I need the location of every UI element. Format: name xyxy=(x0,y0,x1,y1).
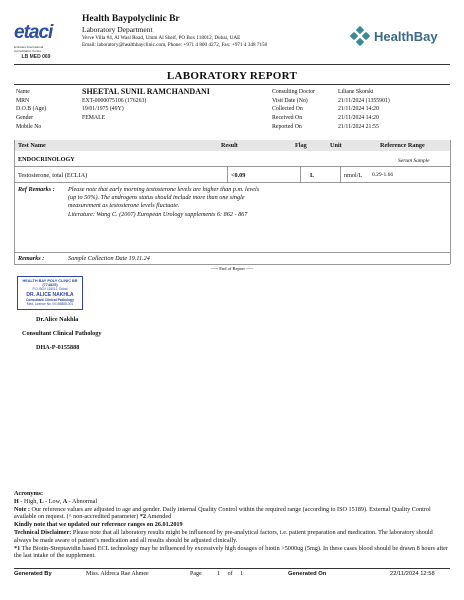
acronym-key: L xyxy=(39,497,44,505)
patient-labels xyxy=(16,88,46,132)
biotin-paragraph xyxy=(14,545,450,561)
disclaimer-text: Please note that all laboratory results might be influenced by pre-analytical factors, i.e. patient preparation and medication. The laboratory should always be made aware of patient’s medication and all results should be adjusted clinically. xyxy=(14,528,433,544)
table-border-right xyxy=(450,140,451,264)
note-end: Amended xyxy=(145,513,172,521)
logo-accreditation-code: LB MED 069 xyxy=(21,54,51,60)
biotin-text: The Biotin-Streptavidin based ECL technology may be influenced by excessively high dosages of biotin >5000ug (5mg). In these cases blood should be drawn 8 hours after the last intake of the supplement. xyxy=(14,544,448,560)
page-word: Page xyxy=(190,571,202,577)
result-value: <0.09 xyxy=(231,172,246,179)
note-star: *2 xyxy=(139,513,146,521)
logo-mark: etaci xyxy=(14,22,53,43)
generated-on-label: Generated On xyxy=(288,571,327,577)
stamp-line-2: P.O. BOX 118012, Dubai xyxy=(32,287,68,291)
stamp-line-1: HEALTH BAY POLY CLINIC BR (774825) xyxy=(22,279,78,287)
col-unit: Unit xyxy=(330,142,342,149)
accreditation-logo xyxy=(14,22,58,60)
acronym-text: - Low, xyxy=(43,497,63,505)
section-heading: ENDOCRINOLOGY xyxy=(18,156,75,163)
end-of-report: ----- End of Report ----- xyxy=(210,266,254,271)
healthbay-logo-text: HealthBay xyxy=(374,28,438,44)
col-flag: Flag xyxy=(295,142,307,149)
reference-update-note: Kindly note that we updated our reference ranges on 26.01.2019 xyxy=(14,521,183,529)
patient-dob: 19/01/1975 (49Y) xyxy=(82,106,124,113)
ref-remark-line: Please note that early morning testosterone levels are higher than p.m. levels xyxy=(68,186,260,193)
biotin-star: *1 xyxy=(14,544,21,552)
col-test-name: Test Name xyxy=(18,142,46,149)
label-dob: D.O.B (Age) xyxy=(16,106,47,113)
label-name: Name xyxy=(16,89,30,95)
consulting-doctor: Liliane Skorski xyxy=(338,89,374,95)
footer-notes xyxy=(14,490,450,560)
acronyms-label: Acronyms: xyxy=(14,490,44,497)
disclaimer-paragraph xyxy=(14,529,450,545)
signatory-name: Dr.Alice Nakhla xyxy=(36,316,79,323)
disclaimer-label: Technical Disclaimer: xyxy=(14,528,72,536)
label-mobile: Mobile No xyxy=(16,123,42,130)
note-text: Our reference values are adjusted to age and gender. Daily internal Quality Control within the required range (according to ISO 15189). External Quality Control available on request. (^ non-accredited parameter) xyxy=(14,505,431,521)
doctor-stamp xyxy=(17,276,83,310)
acronyms-line xyxy=(14,498,450,506)
patient-values xyxy=(82,88,210,132)
acronym-text: - Abnormal xyxy=(67,497,98,505)
label-collected-on: Collected On xyxy=(272,106,303,113)
result-flag: L xyxy=(310,172,315,179)
ref-remark-line: (up to 50%). The androgens status should include more than one single xyxy=(68,194,245,202)
patient-gender: FEMALE xyxy=(82,115,106,122)
sample-type: Serum Sample xyxy=(398,158,430,164)
table-row-divider xyxy=(14,252,450,253)
report-title: LABORATORY REPORT xyxy=(166,70,298,82)
page-indicator xyxy=(190,571,243,577)
result-reference-range: 0.29-1.66 xyxy=(372,172,394,178)
acronym-key: H xyxy=(14,497,19,505)
label-mrn: MRN xyxy=(16,97,30,104)
footer-divider xyxy=(14,568,450,569)
remarks-text: Sample Collection Date 19.11.24 xyxy=(68,255,150,262)
visit-values xyxy=(338,88,390,132)
table-col-divider xyxy=(340,166,341,182)
reported-on: 21/11/2024 21:55 xyxy=(338,123,379,130)
results-table-header xyxy=(14,140,450,151)
generated-by: Miss. Aldreca Rae Ahmee xyxy=(86,571,149,577)
ref-remarks-text xyxy=(68,186,259,219)
title-divider xyxy=(14,84,450,85)
note-label: Note : xyxy=(14,505,30,513)
label-reported-on: Reported On xyxy=(272,123,302,130)
stamp-line-4: Consultant Clinical Pathology xyxy=(25,298,75,302)
result-test-name: Testosterone, total (ECLIA) xyxy=(18,172,88,179)
ref-remark-line: measurement as testosterone levels fluctuate. xyxy=(68,202,180,210)
healthbay-logo xyxy=(350,26,438,46)
acronym-key: A xyxy=(62,497,68,505)
table-border-bottom xyxy=(14,264,450,265)
ref-remark-line: Literature: Wang C. (2007) European Urology supplements 6: 862 - 867 xyxy=(68,210,248,218)
patient-mobile xyxy=(82,123,210,132)
address-line-1: Verve Villa #4, Al Wasl Road, Umm Al Sheif, PO Box 118012, Dubai, UAE xyxy=(82,35,241,41)
logo-accreditation-text: Emirates International Accreditation Centre xyxy=(14,45,44,53)
note-paragraph xyxy=(14,506,450,522)
patient-name: SHEETAL SUNIL RAMCHANDANI xyxy=(82,87,210,96)
generated-on: 22/11/2024 12:58 xyxy=(390,571,435,577)
signatory-title: Consultant Clinical Pathology xyxy=(22,330,102,337)
header-divider xyxy=(14,64,450,65)
page-total: 1 xyxy=(240,571,244,577)
hospital-name: Health Baypolyclinic Br xyxy=(82,14,180,24)
department-name: Laboratory Department xyxy=(82,25,153,34)
generated-by-label: Generated By xyxy=(14,571,52,577)
label-received-on: Received On xyxy=(272,115,303,122)
table-col-divider xyxy=(227,166,228,182)
col-result: Result xyxy=(221,142,238,149)
label-gender: Gender xyxy=(16,115,34,122)
patient-mrn: EXT-0000075106 (176263) xyxy=(82,97,147,104)
received-on: 21/11/2024 14:20 xyxy=(338,115,379,122)
signatory-license: DHA-P-0155888 xyxy=(36,344,80,351)
ref-remarks-label: Ref Remarks : xyxy=(18,186,55,193)
page-of: of xyxy=(227,571,233,577)
acronym-text: - High, xyxy=(18,497,40,505)
label-consulting-doctor: Consulting Doctor xyxy=(272,89,315,95)
page-number: 1 xyxy=(217,571,221,577)
table-row-divider xyxy=(14,182,450,183)
hospital-header xyxy=(82,14,267,49)
address-line-2: Email: laboratory@healthbayclinic.com, Phone: +971 4 800 4272, Fax: +971 4 348 7150 xyxy=(82,42,268,48)
label-visit-date: Visit Date (No) xyxy=(272,97,308,104)
visit-labels xyxy=(272,88,315,132)
result-unit: nmol/L xyxy=(344,172,363,179)
col-reference-range: Reference Range xyxy=(380,142,425,149)
table-border-left xyxy=(14,140,15,264)
collected-on: 21/11/2024 14:20 xyxy=(338,106,379,113)
visit-date: 21/11/2024 (1355901) xyxy=(338,97,390,104)
healthbay-emblem-icon xyxy=(350,26,370,46)
remarks-label: Remarks : xyxy=(18,255,45,262)
stamp-line-5: Med. Licence No. 00155888-001 xyxy=(26,302,74,306)
stamp-line-3: DR. ALICE NAKHLA xyxy=(26,292,74,298)
table-col-divider xyxy=(300,166,301,182)
table-row-divider xyxy=(14,166,450,167)
